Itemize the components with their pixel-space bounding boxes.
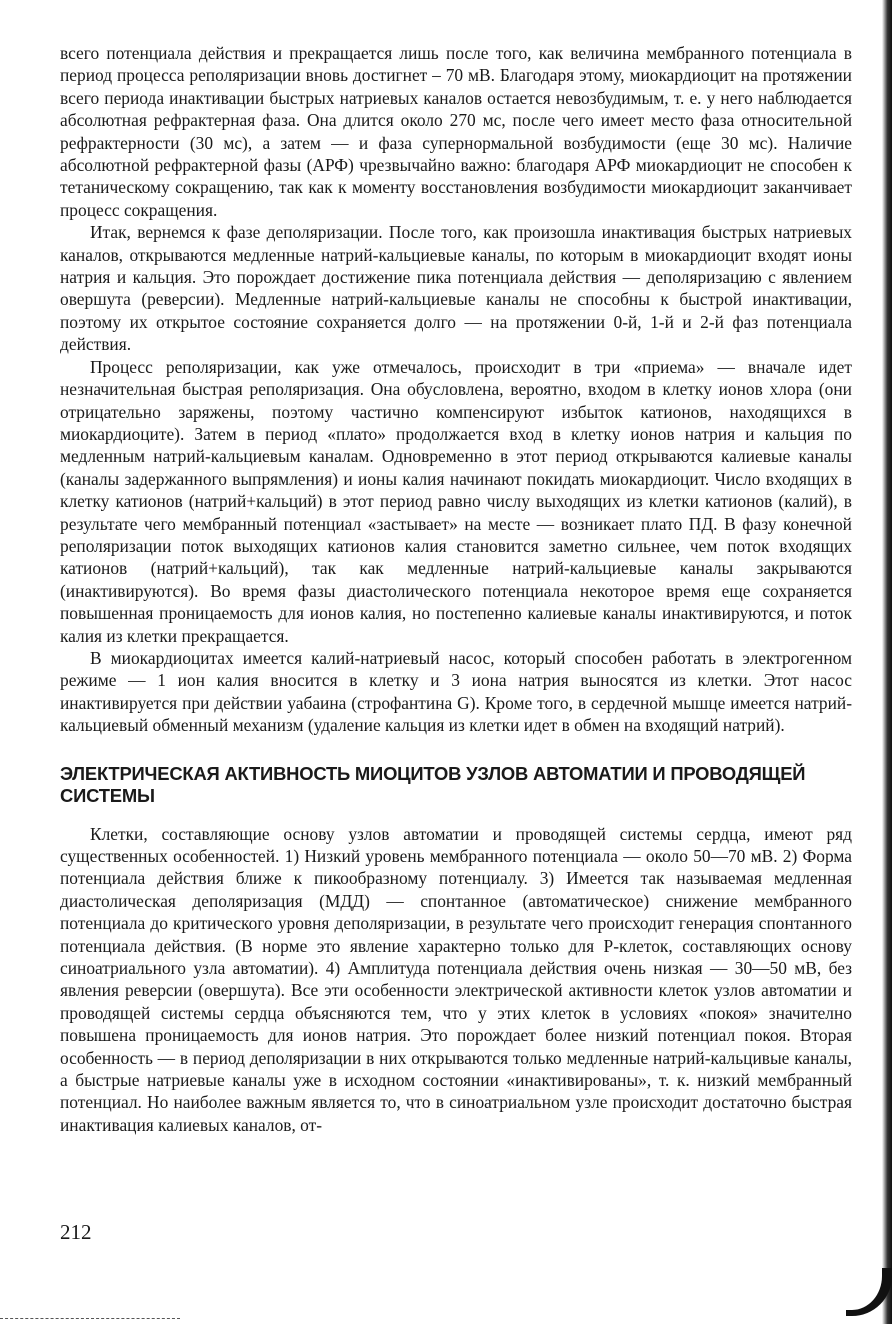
paragraph-4: В миокардиоцитах имеется калий-натриевый насос, который способен работать в электрогенном режиме — 1 ион калия вносится в клетку и 3 иона натрия выносятся из клетки. Этот насос инактивируется при действии уабаина (строфантина G). Кроме того, в сердечной мышце имеется натрий-кальциевый обменный механизм (удаление кальция из клетки идет в обмен на входящий натрий). bbox=[60, 647, 852, 736]
paragraph-2: Итак, вернемся к фазе деполяризации. После того, как произошла инактивация быстрых натриевых каналов, открываются медленные натрий-кальциевые каналы, по которым в миокардиоцит входят ионы натрия и кальция. Это порождает достижение пика потенциала действия — деполяризацию с явлением овершута (реверсии). Медленные натрий-кальциевые каналы не способны к быстрой инактивации, поэтому их открытое состояние сохраняется долго — на протяжении 0-й, 1-й и 2-й фаз потенциала действия. bbox=[60, 222, 852, 355]
paragraph-5: Клетки, составляющие основу узлов автоматии и проводящей системы сердца, имеют ряд существенных особенностей. 1) Низкий уровень мембранного потенциала — около 50—70 мВ. 2) Форма потенциала действия ближе к пикообразному потенциалу. 3) Имеется так называемая медленная диастолическая деполяризация (МДД) — спонтанное (автоматическое) снижение мембранного потенциала до критического уровня деполяризации, в результате чего происходит генерация спонтанного потенциала действия. (В норме это явление характерно только для Р-клеток, составляющих основу синоатриального узла автоматии). 4) Амплитуда потенциала действия очень низкая — 30—50 мВ, без явления реверсии (овершута). Все эти особенности электрической активности клеток узлов автоматии и проводящей системы сердца объясняются тем, что у этих клеток в условиях «покоя» значително повышена проницаемость для ионов натрия. Это порождает более низкий потенциал покоя. Вторая особенность — в период деполяризации в них открываются только медленные натрий-кальцивые каналы, а быстрые натриевые каналы уже в исходном состоянии «инактивированы», т. к. низкий мембранный потенциал. Но наиболее важным является то, что в синоатриальном узле происходит достаточно быстрая инактивация калиевых каналов, от- bbox=[60, 823, 852, 1135]
footer-rule bbox=[0, 1318, 180, 1319]
page-number: 212 bbox=[60, 1220, 92, 1244]
paragraph-3: Процесс реполяризации, как уже отмечалось, происходит в три «приема» — вначале идет незначительная быстрая реполяризация. Она обусловлена, вероятно, входом в клетку ионов хлора (они отрицательно заряжены, поэтому частично компенсируют избыток катионов, находящихся в миокардиоците). Затем в период «плато» продолжается вход в клетку ионов натрия и кальция по медленным натрий-кальциевым каналам. Одновременно в этот период открываются калиевые каналы (каналы задержанного выпрямления) и ионы калия начинают покидать миокардиоцит. Число входящих в клетку катионов (натрий+кальций) в этот период равно числу выходящих из клетки катионов (калий), в результате чего мембранный потенциал «застывает» на месте — возникает плато ПД. В фазу конечной реполяризации поток выходящих катионов калия становится заметно сильнее, чем поток входящих катионов (натрий+кальций), так как медленные натрий-кальциевые каналы закрываются (инактивируются). Во время фазы диастолического потенциала некоторое время еще сохраняется повышенная проницаемость для ионов калия, но постепенно калиевые каналы инактивируются, и поток калия из клетки прекращается. bbox=[60, 356, 852, 646]
section-heading: ЭЛЕКТРИЧЕСКАЯ АКТИВНОСТЬ МИОЦИТОВ УЗЛОВ АВТОМАТИИ И ПРОВОДЯЩЕЙ СИСТЕМЫ bbox=[60, 762, 806, 806]
page-edge-shadow bbox=[882, 0, 892, 1324]
page-body bbox=[60, 42, 852, 1136]
paragraph-1: всего потенциала действия и прекращается лишь после того, как величина мембранного потенциала в период процесса реполяризации вновь достигнет – 70 мВ. Благодаря этому, миокардиоцит на протяжении всего периода инактивации быстрых натриевых каналов остается невозбудимым, т. е. у него наблюдается абсолютная рефрактерная фаза. Она длится около 270 мс, после чего имеет место фаза относительной рефрактерности (30 мс), а затем — и фаза супернормальной возбудимости (еще 30 мс). Наличие абсолютной рефрактерной фазы (АРФ) чрезвычайно важно: благодаря АРФ миокардиоцит не способен к тетаническому сокращению, так как к моменту восстановления возбудимости миокардиоцит заканчивает процесс сокращения. bbox=[60, 43, 852, 220]
